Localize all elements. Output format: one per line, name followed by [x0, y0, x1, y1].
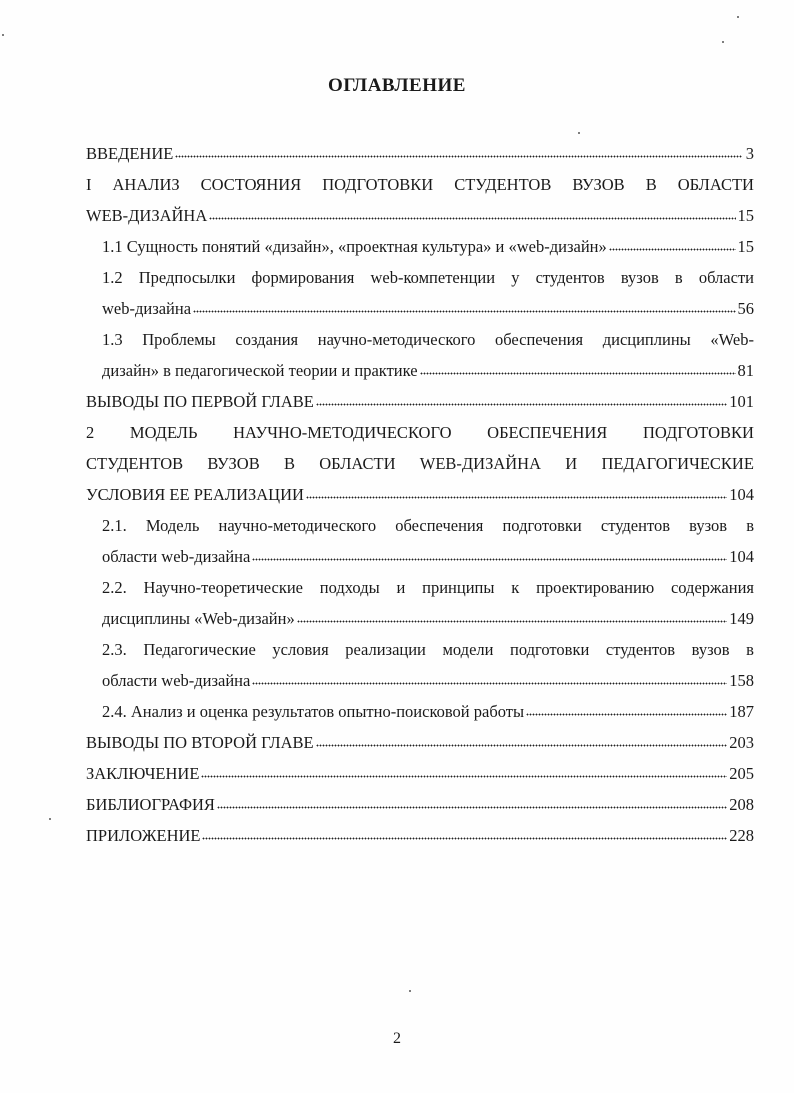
word: 2.2.	[102, 578, 127, 597]
word: обеспечения	[494, 330, 584, 349]
toc-entry[interactable]	[86, 572, 754, 634]
toc-entry-line	[102, 572, 754, 603]
toc-entry-title: 1.1 Сущность понятий «дизайн», «проектная культура» и «web-дизайн»	[102, 237, 607, 256]
word: Педагогические	[143, 640, 256, 659]
word: создания	[235, 330, 299, 349]
word: подходы	[319, 578, 380, 597]
word: студентов	[600, 516, 670, 535]
toc-page-number: 149	[729, 609, 754, 628]
toc-entry[interactable]	[86, 386, 754, 417]
toc-entry-title: дисциплины «Web-дизайн»	[102, 609, 295, 628]
toc-page-number: 3	[745, 144, 754, 163]
toc-page-number: 104	[729, 485, 754, 504]
word: СТУДЕНТОВ	[86, 454, 184, 473]
toc-entry-title: области web-дизайна	[102, 671, 251, 690]
word: 2.3.	[102, 640, 127, 659]
word: 1.2	[102, 268, 123, 287]
word: принципы	[422, 578, 495, 597]
dot-leader	[175, 143, 742, 160]
dot-leader	[316, 732, 728, 749]
toc-page-number: 101	[729, 392, 754, 411]
dot-leader	[420, 360, 736, 377]
toc-entry-title: WEB-ДИЗАЙНА	[86, 206, 208, 225]
toc-page-number: 208	[729, 795, 754, 814]
toc-page-number: 228	[729, 826, 754, 845]
table-of-contents	[86, 138, 754, 851]
toc-entry-title: ЗАКЛЮЧЕНИЕ	[86, 764, 200, 783]
word: содержания	[670, 578, 754, 597]
word: вузов	[689, 516, 728, 535]
toc-entry[interactable]	[86, 324, 754, 386]
toc-entry-title: ВЫВОДЫ ПО ВТОРОЙ ГЛАВЕ	[86, 733, 314, 752]
word: подготовки	[502, 516, 582, 535]
toc-page-number: 158	[729, 671, 754, 690]
dot-leader	[526, 701, 727, 718]
word: ВУЗОВ	[207, 454, 260, 473]
dot-leader	[306, 484, 727, 501]
toc-page-number: 81	[737, 361, 754, 380]
toc-entry-title: БИБЛИОГРАФИЯ	[86, 795, 215, 814]
toc-entry[interactable]	[86, 510, 754, 572]
toc-entry[interactable]	[86, 696, 754, 727]
toc-entry-line	[102, 634, 754, 665]
toc-entry[interactable]	[86, 231, 754, 262]
toc-entry-line	[102, 324, 754, 355]
dot-leader	[252, 670, 727, 687]
word: 2	[86, 423, 95, 442]
toc-page-number: 205	[729, 764, 754, 783]
dot-leader	[202, 825, 727, 842]
toc-entry-title: ВЫВОДЫ ПО ПЕРВОЙ ГЛАВЕ	[86, 392, 314, 411]
word: СОСТОЯНИЯ	[200, 175, 302, 194]
toc-entry[interactable]	[86, 262, 754, 324]
word: Предпосылки	[138, 268, 236, 287]
toc-entry-line	[86, 169, 754, 200]
toc-entry-title: 2.4. Анализ и оценка результатов опытно-поисковой работы	[102, 702, 525, 721]
word: ПОДГОТОВКИ	[642, 423, 754, 442]
word: МОДЕЛЬ	[129, 423, 198, 442]
scan-speck	[2, 34, 4, 36]
word: в	[746, 516, 754, 535]
word: научно-методического	[218, 516, 377, 535]
word: ОБЕСПЕЧЕНИЯ	[487, 423, 608, 442]
toc-entry-line	[102, 510, 754, 541]
word: формирования	[251, 268, 355, 287]
word: 2.1.	[102, 516, 127, 535]
toc-entry-title: ПРИЛОЖЕНИЕ	[86, 826, 201, 845]
word: I	[86, 175, 92, 194]
dot-leader	[201, 763, 727, 780]
toc-entry-title: области web-дизайна	[102, 547, 251, 566]
toc-entry[interactable]	[86, 727, 754, 758]
toc-page-number: 104	[729, 547, 754, 566]
toc-entry[interactable]	[86, 634, 754, 696]
word: условия	[272, 640, 329, 659]
word: вузов	[620, 268, 659, 287]
word: к	[511, 578, 520, 597]
dot-leader	[217, 794, 727, 811]
toc-entry-title: ВВЕДЕНИЕ	[86, 144, 174, 163]
page-title: ОГЛАВЛЕНИЕ	[328, 75, 466, 96]
toc-page-number: 203	[729, 733, 754, 752]
word: И	[565, 454, 578, 473]
word: В	[645, 175, 657, 194]
word: дисциплины	[602, 330, 691, 349]
toc-entry[interactable]	[86, 417, 754, 510]
toc-page-number: 187	[729, 702, 754, 721]
dot-leader	[209, 205, 735, 222]
dot-leader	[193, 298, 735, 315]
word: 1.3	[102, 330, 123, 349]
word: студентов	[605, 640, 676, 659]
word: научно-методического	[317, 330, 476, 349]
word: ВУЗОВ	[572, 175, 625, 194]
toc-page-number: 15	[737, 206, 754, 225]
word: Проблемы	[142, 330, 216, 349]
word: «Web-	[710, 330, 754, 349]
toc-entry-line	[102, 262, 754, 293]
toc-entry[interactable]	[86, 820, 754, 851]
toc-entry-title: web-дизайна	[102, 299, 192, 318]
scan-speck	[49, 818, 51, 820]
scan-speck	[737, 16, 739, 18]
word: АНАЛИЗ	[112, 175, 180, 194]
toc-entry[interactable]	[86, 138, 754, 169]
dot-leader	[297, 608, 728, 625]
word: обеспечения	[395, 516, 484, 535]
toc-entry-line	[86, 417, 754, 448]
scan-speck	[409, 990, 411, 992]
toc-entry[interactable]	[86, 758, 754, 789]
word: WEB-ДИЗАЙНА	[419, 454, 542, 473]
word: ОБЛАСТИ	[319, 454, 396, 473]
toc-entry-title: дизайн» в педагогической теории и практике	[102, 361, 418, 380]
dot-leader	[609, 236, 736, 253]
word: модели	[442, 640, 494, 659]
word: Модель	[145, 516, 200, 535]
toc-entry[interactable]	[86, 169, 754, 231]
toc-entry-title: УСЛОВИЯ ЕЕ РЕАЛИЗАЦИИ	[86, 485, 304, 504]
word: в	[746, 640, 754, 659]
word: области	[698, 268, 754, 287]
word: и	[396, 578, 406, 597]
word: ОБЛАСТИ	[677, 175, 754, 194]
word: СТУДЕНТОВ	[454, 175, 552, 194]
toc-page-number: 56	[737, 299, 754, 318]
word: В	[283, 454, 295, 473]
dot-leader	[316, 391, 727, 408]
word: у	[511, 268, 520, 287]
word: подготовки	[510, 640, 590, 659]
word: реализации	[345, 640, 426, 659]
word: студентов	[535, 268, 605, 287]
word: ПОДГОТОВКИ	[322, 175, 434, 194]
toc-page-number: 15	[737, 237, 754, 256]
word: вузов	[691, 640, 730, 659]
scan-speck	[722, 41, 724, 43]
word: web-компетенции	[370, 268, 496, 287]
word: в	[674, 268, 683, 287]
scan-speck	[578, 132, 580, 134]
word: проектированию	[536, 578, 655, 597]
page-number: 2	[393, 1030, 401, 1047]
toc-entry[interactable]	[86, 789, 754, 820]
toc-entry-line	[86, 448, 754, 479]
dot-leader	[252, 546, 727, 563]
word: ПЕДАГОГИЧЕСКИЕ	[601, 454, 754, 473]
word: НАУЧНО-МЕТОДИЧЕСКОГО	[233, 423, 452, 442]
word: Научно-теоретические	[143, 578, 303, 597]
